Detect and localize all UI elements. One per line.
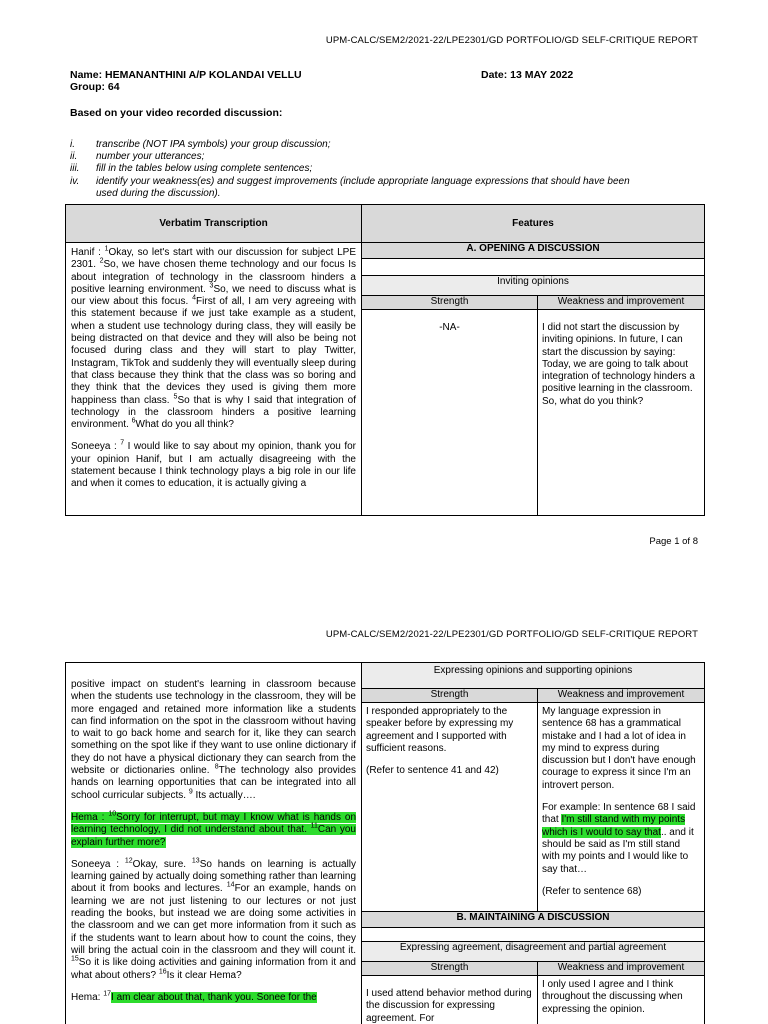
student-name: Name: HEMANANTHINI A/P KOLANDAI VELLU (70, 69, 302, 81)
group-number: Group: 64 (70, 81, 120, 93)
transcription-cell: Hanif : $^1$Okay, so let's start with our discussion for subject LPE 2301. $^2$So, we have chosen theme technology and our focus Is about integration of technology in the classroom hinders a positive learning environment. $^3$So, we need to discuss what is our view about this focus. $^4$First of all, I am very agreeing with this statement because if we just take example as a student, when a student use technology during class, they will easily be being distracted on that device and they will also be being not focused during class and they will start to play Twitter, Instagram, TikTok and suddenly they will eventually sleep during that class because they think that the class was so boring and they think that the devices they used is giving them more happiness than class. $^5$So that is why I said that integration of technology in the classroom hinders a positive learning environment. $^6$What do you all think? Soneeya : $^7$ I would like to say about my opinion, thank you for your opinion Hanif, but I am actually disagreeing with the statement because I think technology plays a big role in our life and when it comes to education, it is actually giving a (66, 243, 362, 516)
strength-cell: I responded appropriately to the speaker before by expressing my agreement and I supported with sufficient reasons. (Refer to sentence 41 and 42) (362, 703, 538, 912)
instruction-item: iv. identify your weakness(es) and suggest improvements (include appropriate language expressions that should have been used during the discussion). (70, 175, 630, 199)
subsection-agreement: Expressing agreement, disagreement and partial agreement (362, 942, 705, 962)
subsection-expressing-opinions: Expressing opinions and supporting opinions (362, 663, 705, 689)
strength-cell: I used attend behavior method during the discussion for expressing agreement. For (362, 976, 538, 1024)
weakness-cell: I did not start the discussion by inviting opinions. In future, I can start the discussion by saying: Today, we are going to talk about integration of technology hinders a positive learning in the classroom. So, what do you think? (538, 310, 705, 516)
instruction-list (70, 139, 636, 200)
critique-table (65, 204, 705, 516)
section-opening-discussion: A. OPENING A DISCUSSION (362, 243, 705, 259)
running-header: UPM-CALC/SEM2/2021-22/LPE2301/GD PORTFOLIO/GD SELF-CRITIQUE REPORT (325, 629, 698, 640)
highlighted-quote: I'm still stand with my points which is I would to say that (542, 814, 686, 838)
page-gap (0, 570, 768, 612)
strength-header: Strength (362, 962, 538, 976)
critique-table-continued (65, 662, 705, 1024)
running-header: UPM-CALC/SEM2/2021-22/LPE2301/GD PORTFOLIO/GD SELF-CRITIQUE REPORT (325, 35, 698, 46)
section-maintaining-discussion: B. MAINTAINING A DISCUSSION (362, 912, 705, 928)
transcription-cell: positive impact on student's learning in classroom because when the students use technology in the classroom, they will be more engaged and retained more information like a students can find information on the spot in the classroom without having to wait to go back home and search for it, like they can search something on the spot like if they want to use online dictionary if they do not have a physical dictionary they can search from the website or dictionaries online. $^8$The technology also provides hands on learning opportunities that can be integrated into all school curricular subjects. $^9$ Its actually…. Hema : $^{10}$Sorry for interrupt, but may I know what is hands on learning technology, I did not understand about that. $^{11}$Can you explain further more? Soneeya : $^{12}$Okay, sure. $^{13}$So hands on learning is actually learning gained by actually doing something rather than learning about it from books and lectures. $^{14}$For an example, hands on learning we are not just listening to our lectures or not just reading the books, but instead we are doing some activities in the classroom and we can get more information from it such as if the students want to learn about how to count the coins, they will bring the actual coin in the classroom and they will count it. $^{15}$So it is like doing activities and gaining information from it and what about others? $^{16}$Is it clear Hema? Hema: $^{17}$I am clear about that, thank you. Sonee for the (66, 663, 362, 1024)
weakness-header: Weakness and improvement (538, 296, 705, 310)
weakness-header: Weakness and improvement (538, 962, 705, 976)
document-page-2 (0, 612, 768, 1024)
page-number: Page 1 of 8 (649, 536, 698, 547)
weakness-header: Weakness and improvement (538, 689, 705, 703)
strength-header: Strength (362, 689, 538, 703)
instruction-item: i. transcribe (NOT IPA symbols) your group discussion; (70, 139, 331, 150)
column-header-transcription: Verbatim Transcription (66, 205, 362, 243)
weakness-cell: My language expression in sentence 68 has a grammatical mistake and I had a lot of idea in my mind to express during discussion but I don't have enough courage to express it since I'm an introvert person. For example: In sentence 68 I said that I'm still stand with my points which is I would to say that.. and it should be said as I'm still stand with my points and I would like to say that… (Refer to sentence 68) (538, 703, 705, 912)
strength-cell: -NA- (362, 310, 538, 516)
instruction-item: iii. fill in the tables below using complete sentences; (70, 163, 313, 175)
report-date: Date: 13 MAY 2022 (481, 69, 574, 81)
column-header-features: Features (362, 205, 705, 243)
subsection-inviting-opinions: Inviting opinions (362, 276, 705, 296)
strength-header: Strength (362, 296, 538, 310)
weakness-cell: I only used I agree and I think throughout the discussing when expressing the opinion. (538, 976, 705, 1024)
instruction-item: ii. number your utterances; (70, 151, 205, 163)
prompt-heading: Based on your video recorded discussion: (70, 107, 283, 119)
